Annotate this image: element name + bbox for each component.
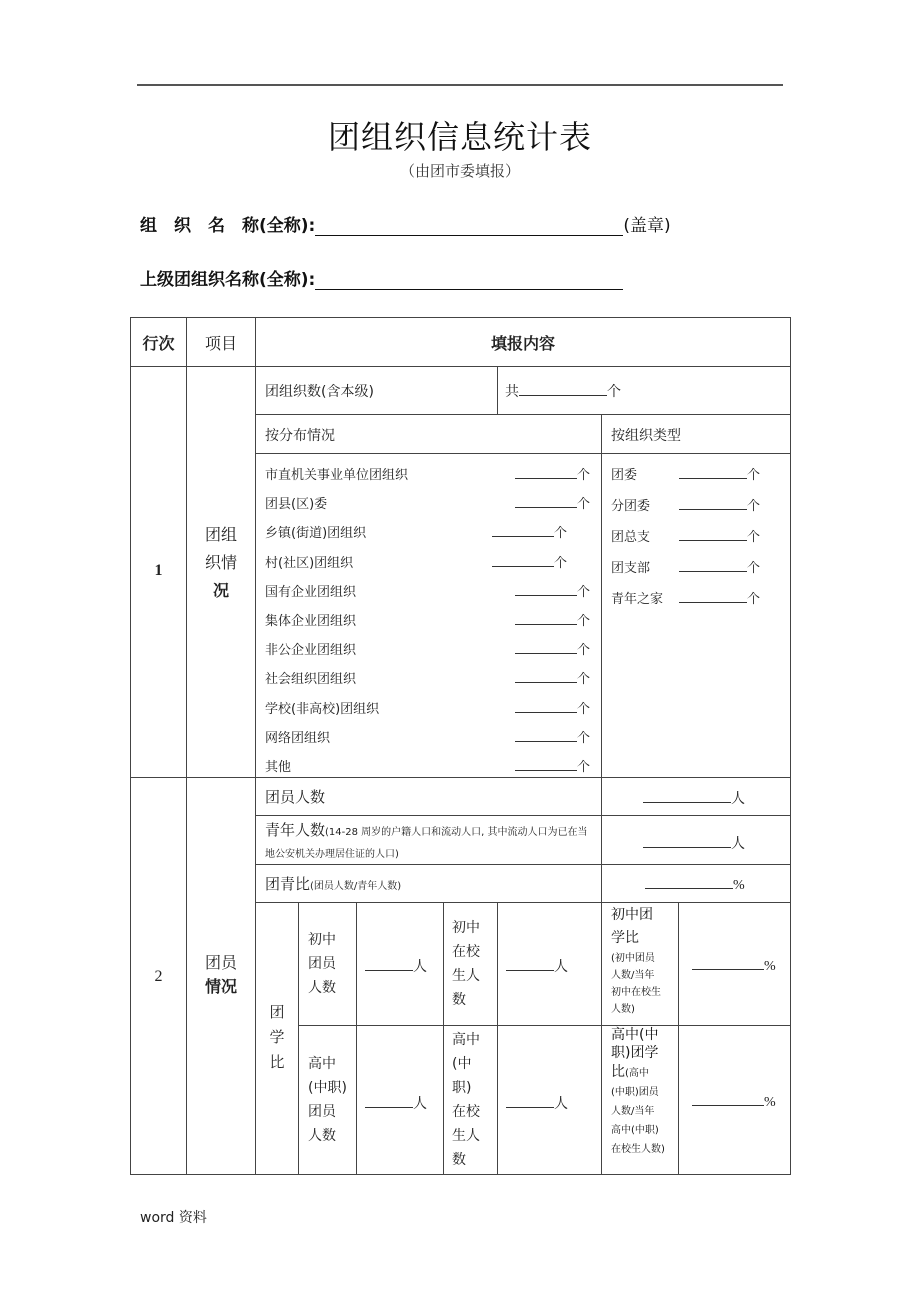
label-line: 在校 [452,944,480,960]
senior-members-field [365,1093,427,1113]
header-rule [137,84,783,86]
label-line: 高中 [452,1032,480,1048]
ratio-note: (团员人数/青年人数) [310,881,402,892]
senior-ratio-input[interactable] [692,1093,764,1106]
type-input[interactable] [679,466,747,479]
section2-row-no: 2 [154,968,163,985]
unit: 个 [576,672,590,688]
type-field [679,588,760,607]
total-orgs-unit: 个 [607,384,621,400]
section2-item-line: 情况 [204,977,237,996]
distribution-field [515,610,590,629]
label-line: 初中 [308,932,336,948]
grid-line [601,414,602,777]
table-border-bottom [130,1174,791,1175]
header-content: 填报内容 [490,334,555,353]
type-label: 团委 [611,468,638,483]
label-line: (中职) [308,1080,347,1096]
note-line: 在校生人数) [611,1144,665,1155]
org-name-input[interactable] [315,217,623,236]
label-line: 团员 [308,1104,336,1120]
note-line: 人数) [611,1004,635,1015]
distribution-label: 其他 [265,760,292,775]
unit: % [764,959,776,974]
unit: 个 [576,497,590,513]
youth-row [265,819,588,840]
type-row [611,557,771,577]
senior-members-input[interactable] [365,1095,413,1108]
section2-item-line: 团员 [204,953,237,972]
unit: 个 [553,555,567,571]
seal-label: (盖章) [623,216,671,236]
distribution-input[interactable] [492,554,554,567]
senior-ratio-field [692,1093,776,1111]
grid-line [601,902,602,1175]
label-line [611,1062,677,1083]
type-row [611,464,771,484]
header-item: 项目 [204,334,237,353]
type-field [679,526,760,545]
table-border-left [130,317,131,1175]
label-line: 高中(中 [611,1027,659,1043]
section1-row-no: 1 [154,562,163,579]
type-input[interactable] [679,497,747,510]
unit: 人 [413,959,427,975]
senior-students-field [506,1093,568,1113]
label-line: 数 [452,992,466,1008]
distribution-row [265,610,595,630]
type-row [611,588,771,608]
section2-item [187,951,255,999]
footer-text: word 资料 [140,1210,207,1226]
unit: 个 [576,760,590,775]
youth-note-2: 地公安机关办理居住证的人口) [265,849,399,860]
grid-line [678,902,679,1175]
header-row-no: 行次 [142,334,175,353]
ratio-row [265,873,401,894]
note-line: (初中团员 [611,953,655,964]
distribution-field [515,727,590,746]
total-orgs-input[interactable] [519,383,607,396]
distribution-field [515,668,590,687]
youth-note: (14-28 周岁的户籍人口和流动人口, 其中流动人口为已在当 [325,827,588,838]
parent-org-label: 上级团组织名称(全称): [140,270,316,290]
distribution-row [265,668,595,688]
distribution-row [265,639,595,659]
distribution-input[interactable] [515,612,577,625]
unit: 个 [747,499,761,514]
label-line: (中 [452,1056,472,1072]
distribution-row [265,552,595,572]
by-type-label: 按组织类型 [611,428,681,444]
senior-members-label [308,1052,347,1148]
student-ratio-line: 比 [269,1053,285,1071]
student-ratio-line: 团 [269,1003,285,1021]
type-field [679,464,760,483]
grid-line [443,902,444,1175]
junior-members-field [365,956,427,976]
unit: 人 [554,959,568,975]
distribution-input[interactable] [515,583,577,596]
distribution-field [515,493,590,512]
ratio-field [645,876,745,894]
note-line: 人数/当年 [611,1106,655,1117]
distribution-row [265,581,595,601]
unit: 个 [747,530,761,545]
student-ratio-label [256,1000,298,1075]
grid-line [130,777,791,778]
unit: 个 [747,468,761,483]
label-text: 比 [611,1064,625,1080]
ratio-label: 团青比 [265,875,311,893]
junior-members-label [308,928,336,1000]
distribution-field [515,639,590,658]
distribution-field [492,522,567,541]
distribution-label: 集体企业团组织 [265,614,357,629]
youth-input[interactable] [643,835,731,848]
distribution-input[interactable] [515,758,577,771]
distribution-row [265,522,595,542]
section1-item-line: 况 [212,581,229,600]
type-label: 青年之家 [611,592,664,607]
section1-item [187,521,255,605]
distribution-row [265,727,595,747]
label-line: 人数 [308,980,336,996]
members-label: 团员人数 [265,788,326,806]
by-distribution-label: 按分布情况 [265,428,335,444]
grid-line [130,366,791,367]
grid-line [356,902,357,1175]
distribution-field [492,552,567,571]
unit: 个 [576,701,590,717]
total-orgs-prefix: 共 [505,384,519,400]
grid-line [497,366,498,414]
distribution-input[interactable] [515,700,577,713]
parent-org-input[interactable] [315,271,623,290]
distribution-input[interactable] [492,524,554,537]
page-title: 团组织信息统计表 [327,118,592,156]
unit: 个 [576,614,590,629]
members-unit: 人 [731,791,745,807]
unit: 人 [554,1096,568,1112]
grid-line [255,902,791,903]
note-line: 人数/当年 [611,970,655,981]
unit: 个 [576,584,590,600]
student-ratio-line: 学 [269,1028,285,1046]
label-line: 职) [452,1080,472,1096]
unit: 个 [576,468,590,483]
senior-students-label [452,1028,480,1172]
distribution-row [265,698,595,718]
junior-students-field [506,956,568,976]
unit: % [764,1095,776,1110]
junior-students-label [452,916,480,1012]
page-subtitle: （由团市委填报） [399,162,520,180]
org-name-label: 组 织 名 称(全称): [140,216,316,236]
total-orgs-label: 团组织数(含本级) [265,384,374,400]
section1-item-line: 织情 [204,553,237,572]
section1-item-line: 团组 [204,525,237,544]
unit: 个 [747,592,761,607]
type-field [679,557,760,576]
junior-ratio-label [611,904,677,1018]
unit: 个 [576,643,590,659]
label-line: 团员 [308,956,336,972]
distribution-label: 非公企业团组织 [265,643,357,659]
type-label: 分团委 [611,499,651,514]
label-line: 职)团学 [611,1045,659,1061]
note-line: 初中在校生 [611,987,661,998]
org-name-row [140,211,671,236]
distribution-label: 市直机关事业单位团组织 [265,468,409,483]
grid-line [298,902,299,1175]
distribution-field [515,464,590,483]
note-line: 高中(中职) [611,1125,659,1136]
type-label: 团总支 [611,530,651,545]
senior-ratio-label [611,1026,677,1159]
distribution-label: 学校(非高校)团组织 [265,701,380,717]
members-field [643,788,745,808]
table-border-right [790,317,791,1175]
grid-line [255,815,791,816]
label-line: 生人 [452,968,480,984]
members-input[interactable] [643,790,731,803]
distribution-input[interactable] [515,641,577,654]
label-line: 人数 [308,1128,336,1144]
unit: 个 [747,561,761,576]
label-line: 生人 [452,1128,480,1144]
distribution-label: 社会组织团组织 [265,672,357,688]
distribution-row [265,756,595,776]
youth-field [643,833,745,853]
distribution-label: 村(社区)团组织 [265,555,354,571]
junior-students-input[interactable] [506,958,554,971]
junior-ratio-field [692,957,776,975]
type-row [611,495,771,515]
distribution-row [265,493,595,513]
unit: 人 [413,1096,427,1112]
distribution-row [265,464,595,484]
type-input[interactable] [679,528,747,541]
grid-line [186,317,187,1175]
unit: 个 [553,526,567,542]
table-border-top [130,317,791,318]
distribution-label: 网络团组织 [265,730,331,746]
type-label: 团支部 [611,561,651,576]
grid-line [255,414,791,415]
grid-line [255,453,791,454]
distribution-label: 国有企业团组织 [265,584,357,600]
type-field [679,495,760,514]
grid-line [298,1025,791,1026]
parent-org-row [140,265,623,290]
youth-unit: 人 [731,836,745,852]
label-line: 高中 [308,1056,336,1072]
junior-ratio-input[interactable] [692,957,764,970]
label-line: 在校 [452,1104,480,1120]
label-line: 数 [452,1152,466,1168]
distribution-label: 团县(区)委 [265,497,328,513]
youth-label: 青年人数 [265,821,326,839]
distribution-field [515,698,590,717]
grid-line [601,777,602,902]
ratio-input[interactable] [645,876,733,889]
unit: 个 [576,730,590,746]
label-line: 初中团 [611,907,653,923]
label-line: 初中 [452,920,480,936]
type-input[interactable] [679,559,747,572]
distribution-input[interactable] [515,670,577,683]
note-text: (高中 [625,1068,649,1079]
distribution-input[interactable] [515,466,577,479]
distribution-field [515,581,590,600]
distribution-label: 乡镇(街道)团组织 [265,526,367,542]
distribution-input[interactable] [515,729,577,742]
note-line: (中职)团员 [611,1087,659,1098]
ratio-unit: % [733,878,745,893]
type-row [611,526,771,546]
grid-line [497,902,498,1175]
distribution-field [515,756,590,775]
total-orgs-field [505,381,621,401]
type-input[interactable] [679,590,747,603]
grid-line [255,864,791,865]
distribution-input[interactable] [515,495,577,508]
label-line: 学比 [611,930,639,946]
senior-students-input[interactable] [506,1095,554,1108]
junior-members-input[interactable] [365,958,413,971]
